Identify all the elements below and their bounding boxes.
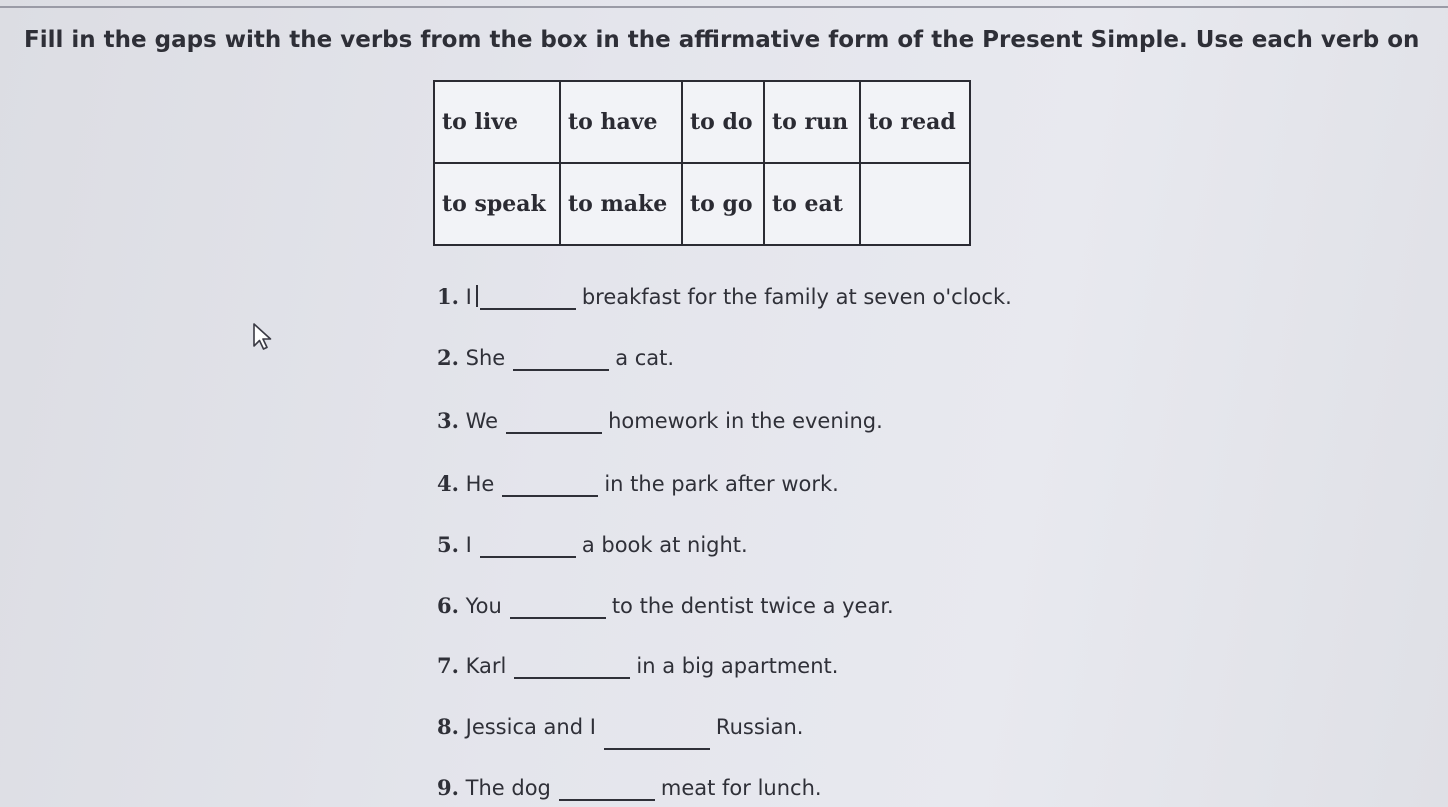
answer-gap-6[interactable] [510, 595, 606, 619]
verb-cell: to have [560, 81, 682, 163]
exercise-number: 1. [437, 284, 459, 309]
exercise-rest: a book at night. [581, 533, 748, 557]
exercise-number: 9. [437, 775, 459, 800]
verb-cell: to read [860, 81, 970, 163]
exercise-rest: homework in the evening. [608, 409, 883, 433]
verb-row [434, 81, 970, 163]
exercise-subject: Karl [465, 654, 507, 678]
verb-cell: to live [434, 81, 560, 163]
exercise-rest: meat for lunch. [660, 776, 822, 800]
text-caret [476, 285, 478, 307]
exercise-subject: I [465, 533, 472, 557]
verb-box [433, 80, 971, 246]
exercise-number: 3. [437, 408, 459, 433]
exercise-subject: You [465, 594, 502, 618]
mouse-pointer-arrow-icon [252, 322, 274, 356]
exercise-subject: We [465, 409, 499, 433]
exercise-rest: in the park after work. [604, 472, 839, 496]
exercise-rest: Russian. [715, 715, 804, 739]
exercise-subject: The dog [465, 776, 551, 800]
exercise-rest: in a big apartment. [636, 654, 839, 678]
verb-cell: to speak [434, 163, 560, 245]
verb-cell: to run [764, 81, 860, 163]
exercise-2 [437, 345, 674, 371]
exercise-9 [437, 775, 822, 801]
exercise-number: 5. [437, 532, 459, 557]
verb-cell: to go [682, 163, 764, 245]
exercise-number: 2. [437, 345, 459, 370]
exercise-8 [437, 714, 803, 750]
exercise-7 [437, 653, 838, 679]
exercise-subject: I [465, 285, 472, 309]
exercise-1 [437, 284, 1012, 310]
top-rule [0, 6, 1448, 8]
verb-cell-empty [860, 163, 970, 245]
exercise-rest: a cat. [615, 346, 675, 370]
answer-gap-4[interactable] [502, 473, 598, 497]
verb-cell: to make [560, 163, 682, 245]
verb-cell: to eat [764, 163, 860, 245]
exercise-number: 8. [437, 714, 459, 739]
verb-cell: to do [682, 81, 764, 163]
answer-gap-7[interactable] [514, 655, 630, 679]
exercise-subject: Jessica and I [465, 715, 596, 739]
exercise-4 [437, 471, 839, 497]
exercise-5 [437, 532, 748, 558]
answer-gap-8[interactable] [604, 726, 710, 750]
answer-gap-5[interactable] [480, 534, 576, 558]
exercise-subject: She [465, 346, 506, 370]
exercise-number: 4. [437, 471, 459, 496]
exercise-number: 7. [437, 653, 459, 678]
verb-row [434, 163, 970, 245]
exercise-3 [437, 408, 883, 434]
instruction-text: Fill in the gaps with the verbs from the box in the affirmative form of the Present Simple. Use each verb on [24, 27, 1420, 53]
exercise-subject: He [465, 472, 495, 496]
exercise-rest: to the dentist twice a year. [611, 594, 894, 618]
answer-gap-2[interactable] [513, 347, 609, 371]
exercise-6 [437, 593, 894, 619]
exercise-rest: breakfast for the family at seven o'clock. [581, 285, 1012, 309]
answer-gap-9[interactable] [559, 777, 655, 801]
answer-gap-1[interactable] [480, 286, 576, 310]
exercise-number: 6. [437, 593, 459, 618]
answer-gap-3[interactable] [506, 410, 602, 434]
